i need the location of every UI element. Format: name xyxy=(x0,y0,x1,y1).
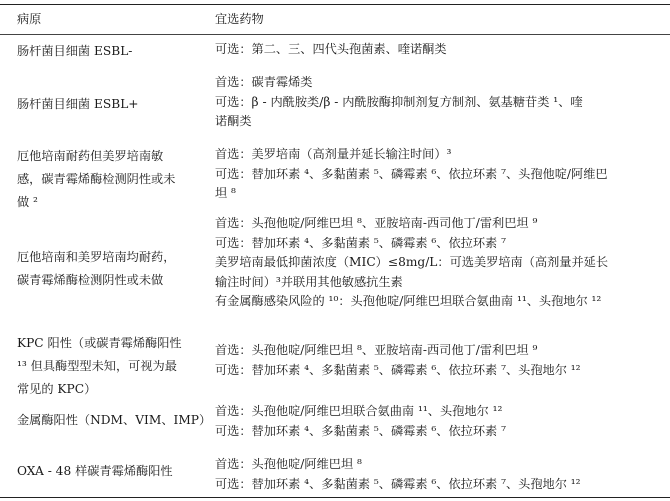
drug-cell: 可选：第二、三、四代头孢菌素、喹诺酮类 xyxy=(215,42,447,56)
drug-cell: 首选：美罗培南（高剂量并延长输注时间）³ 可选：替加环素 ⁴、多黏菌素 ⁵、磷霉素 ⁶、依拉环素 ⁷、头孢他啶/阿维巴 坦 ⁸ xyxy=(215,147,608,200)
drug-cell: 首选：头孢他啶/阿维巴坦 ⁸、亚胺培南-西司他丁/雷利巴坦 ⁹ 可选：替加环素 ⁴、多黏菌素 ⁵、磷霉素 ⁶、依拉环素 ⁷、头孢地尔 ¹² xyxy=(215,343,581,377)
drug-cell: 首选：头孢他啶/阿维巴坦联合氨曲南 ¹¹、头孢地尔 ¹² 可选：替加环素 ⁴、多黏菌素 ⁵、磷霉素 ⁶、依拉环素 ⁷ xyxy=(215,404,506,438)
top-rule xyxy=(0,4,670,5)
header-drugs: 宜选药物 xyxy=(215,12,264,26)
drug-cell: 首选：头孢他啶/阿维巴坦 ⁸ 可选：替加环素 ⁴、多黏菌素 ⁵、磷霉素 ⁶、依拉环素 ⁷、头孢地尔 ¹² xyxy=(215,457,581,491)
header-pathogen: 病原 xyxy=(17,12,42,26)
drug-cell: 首选：碳青霉烯类 可选：β - 内酰胺类/β - 内酰胺酶抑制剂复方制剂、氨基糖苷类 ¹、喹 诺酮类 xyxy=(215,75,583,128)
pathogen-cell: 肠杆菌目细菌 ESBL+ xyxy=(17,97,139,111)
pathogen-cell: 厄他培南和美罗培南均耐药， 碳青霉烯酶检测阴性或未做 xyxy=(17,250,176,287)
bottom-rule xyxy=(0,497,670,498)
pathogen-cell: 厄他培南耐药但美罗培南敏 感，碳青霉烯酶检测阴性或未 做 ² xyxy=(17,149,176,209)
pathogen-cell: 肠杆菌目细菌 ESBL- xyxy=(17,44,133,58)
header-rule xyxy=(0,34,670,35)
drug-cell: 首选：头孢他啶/阿维巴坦 ⁸、亚胺培南-西司他丁/雷利巴坦 ⁹ 可选：替加环素 ⁴、多黏菌素 ⁵、磷霉素 ⁶、依拉环素 ⁷ 美罗培南最低抑菌浓度（MIC）≤8mg/L：可选美罗培南（高剂量并延长 输注时间）³并联用其他敏感抗生素 有金属酶感染风险的 ¹⁰：头孢他啶/阿维巴坦联合氨曲南 ¹¹、头孢地尔 ¹² xyxy=(215,216,609,308)
pathogen-cell: 金属酶阳性（NDM、VIM、IMP） xyxy=(17,413,212,427)
pathogen-cell: OXA - 48 样碳青霉烯酶阳性 xyxy=(17,464,173,478)
pathogen-cell: KPC 阳性（或碳青霉烯酶阳性 ¹³ 但具酶型型未知，可视为最 常见的 KPC） xyxy=(17,336,182,396)
